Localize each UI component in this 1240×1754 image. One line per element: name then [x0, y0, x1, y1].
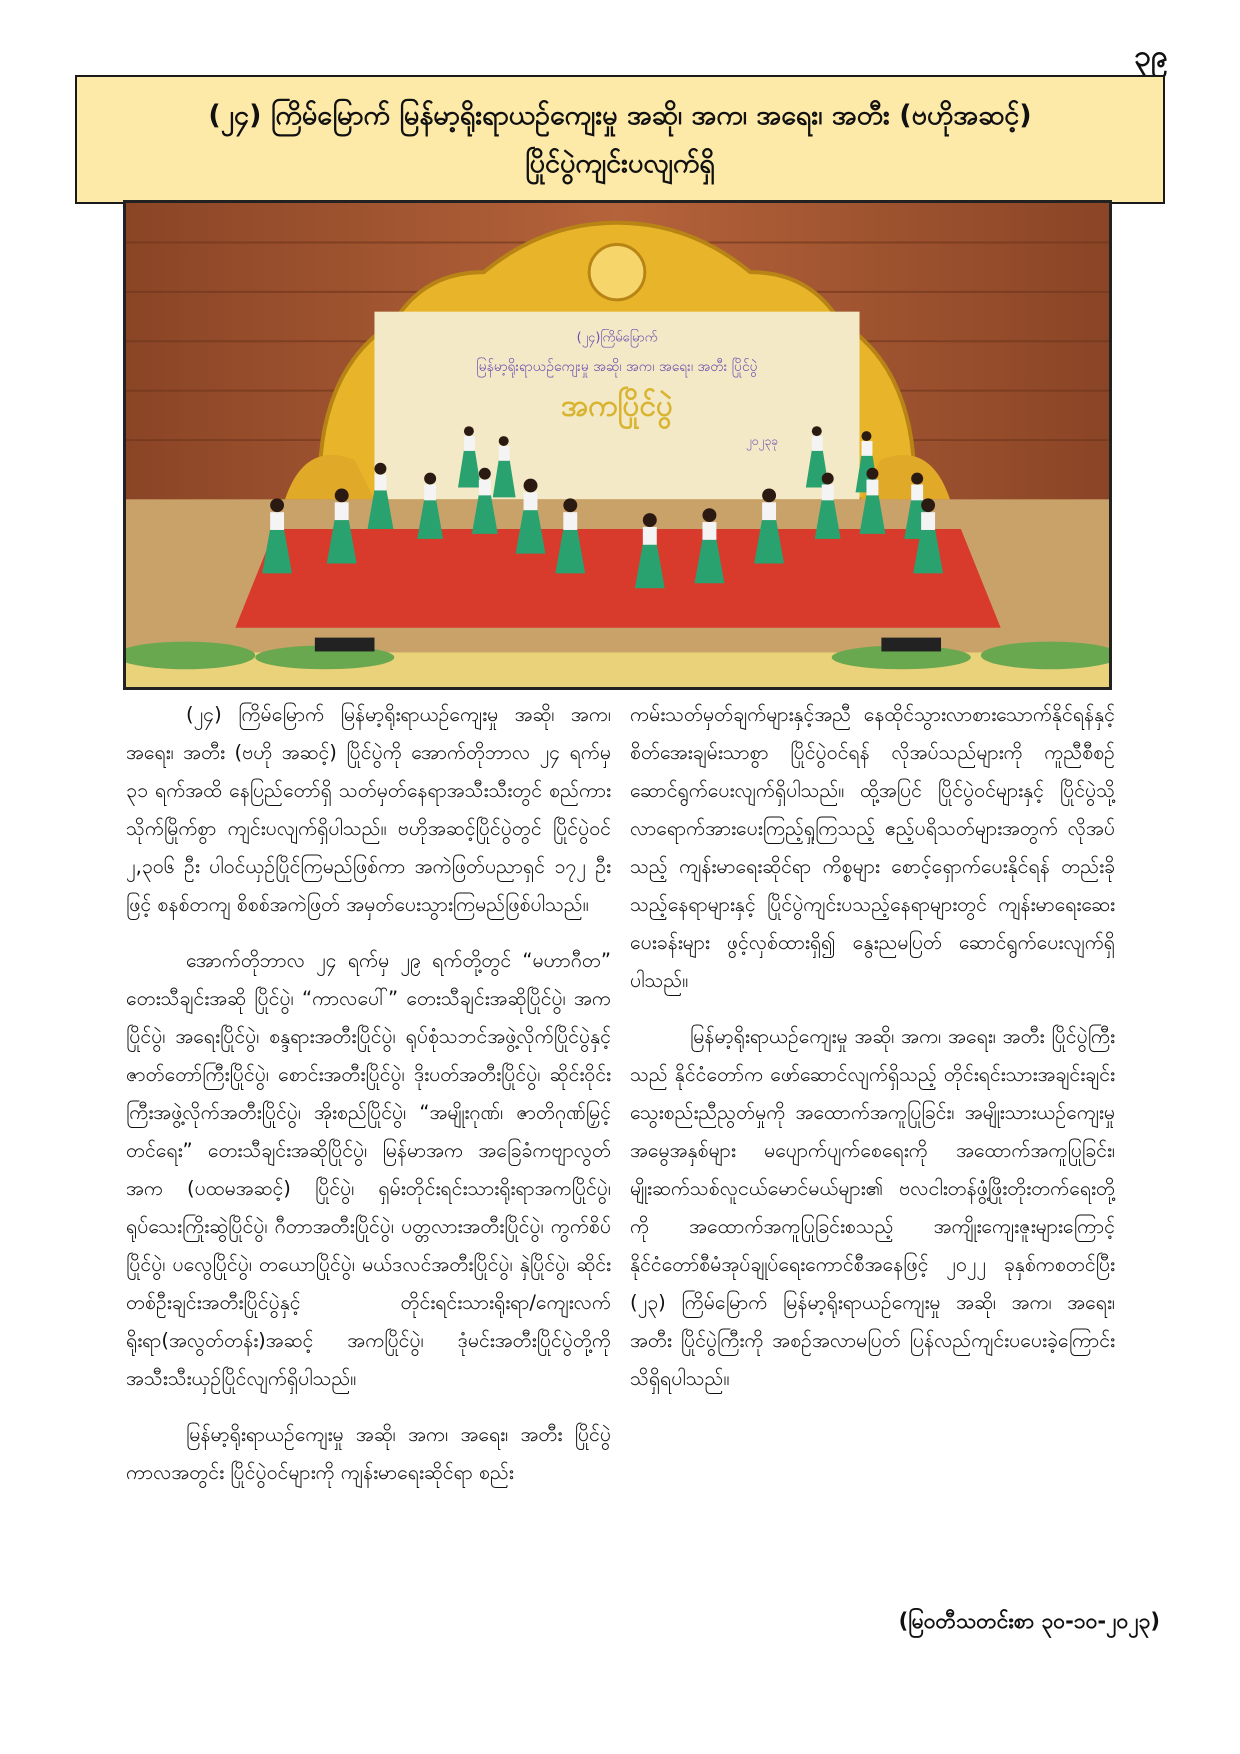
news-source: (မြဝတီသတင်းစာ ၃၀-၁၀-၂၀၂၃) — [898, 1609, 1160, 1633]
article-right-column — [630, 696, 1115, 1416]
ornament-medallion — [589, 244, 645, 299]
article-left-column — [126, 696, 611, 1510]
banner-text-3: အကပြိုင်ပွဲ — [560, 388, 674, 424]
paragraph: ကမ်းသတ်မှတ်ချက်များနှင့်အညီ နေထိုင်သွားလာစားသောက်နိုင်ရန်နှင့် စိတ်အေးချမ်းသာစွာ ပြိုင်ပွဲဝင်ရန် လိုအပ်သည်များကို ကူညီစီစဉ်ဆောင်ရွက်ပေးလျက်ရှိပါသည်။ ထို့အပြင် ပြိုင်ပွဲဝင်များနှင့် ပြိုင်ပွဲသို့ လာရောက်အားပေးကြည့်ရှုကြသည့် ဧည့်ပရိသတ်များအတွက် လိုအပ်သည့် ကျန်းမာရေးဆိုင်ရာ ကိစ္စများ စောင့်ရှောက်ပေးနိုင်ရန် တည်းခိုသည့်နေရာများနှင့် ပြိုင်ပွဲကျင်းပသည့်နေရာများတွင် ကျန်းမာရေးဆေးပေးခန်းများ ဖွင့်လှစ်ထားရှိ၍ နွေးညမပြတ် ဆောင်ရွက်ပေးလျက်ရှိပါသည်။ — [630, 703, 1115, 992]
stage-speaker-right — [881, 638, 941, 652]
banner-text-2: မြန်မာ့ရိုးရာယဉ်ကျေးမှု အဆို၊ အက၊ အရေး၊ အတီး ပြိုင်ပွဲ — [476, 358, 758, 375]
paragraph: (၂၄) ကြိမ်မြောက် မြန်မာ့ရိုးရာယဉ်ကျေးမှု အဆို၊ အက၊ အရေး၊ အတီး (ဗဟို အဆင့်) ပြိုင်ပွဲကို အောက်တိုဘာလ ၂၄ ရက်မှ ၃၁ ရက်အထိ နေပြည်တော်ရှိ သတ်မှတ်နေရာအသီးသီးတွင် စည်ကားသိုက်မြိုက်စွာ ကျင်းပလျက်ရှိပါသည်။ ဗဟိုအဆင့်ပြိုင်ပွဲတွင် ပြိုင်ပွဲဝင် ၂,၃၀၆ ဦး ပါဝင်ယှဉ်ပြိုင်ကြမည်ဖြစ်ကာ အကဲဖြတ်ပညာရှင် ၁၇၂ ဦးဖြင့် စနစ်တကျ စိစစ်အကဲဖြတ် အမှတ်ပေးသွားကြမည်ဖြစ်ပါသည်။ — [126, 703, 611, 916]
stage-illustration — [126, 203, 1109, 687]
paragraph: အောက်တိုဘာလ ၂၄ ရက်မှ ၂၉ ရက်တို့တွင် “မဟာဂီတ” တေးသီချင်းအဆို ပြိုင်ပွဲ၊ “ကာလပေါ်” တေးသီချင်းအဆိုပြိုင်ပွဲ၊ အကပြိုင်ပွဲ၊ အရေးပြိုင်ပွဲ၊ စန္ဒရားအတီးပြိုင်ပွဲ၊ ရုပ်စုံသဘင်အဖွဲ့လိုက်ပြိုင်ပွဲနှင့် ဇာတ်တော်ကြီးပြိုင်ပွဲ၊ စောင်းအတီးပြိုင်ပွဲ၊ ဒိုးပတ်အတီးပြိုင်ပွဲ၊ ဆိုင်းဝိုင်းကြီးအဖွဲ့လိုက်အတီးပြိုင်ပွဲ၊ အိုးစည်ပြိုင်ပွဲ၊ “အမျိုးဂုဏ်၊ ဇာတိဂုဏ်မြှင့်တင်ရေး” တေးသီချင်းအဆိုပြိုင်ပွဲ၊ မြန်မာအက အခြေခံကဗျာလွတ်အက (ပထမအဆင့်) ပြိုင်ပွဲ၊ ရှမ်းတိုင်းရင်းသားရိုးရာအကပြိုင်ပွဲ၊ ရုပ်သေးကြိုးဆွဲပြိုင်ပွဲ၊ ဂီတာအတီးပြိုင်ပွဲ၊ ပတ္တလားအတီးပြိုင်ပွဲ၊ ကွက်စိပ်ပြိုင်ပွဲ၊ ပလွေပြိုင်ပွဲ၊ တယောပြိုင်ပွဲ၊ မယ်ဒလင်အတီးပြိုင်ပွဲ၊ နှဲပြိုင်ပွဲ၊ ဆိုင်းတစ်ဦးချင်းအတီးပြိုင်ပွဲနှင့် တိုင်းရင်းသားရိုးရာ/ကျေးလက်ရိုးရာ(အလွတ်တန်း)အဆင့် အကပြိုင်ပွဲ၊ ဒုံမင်းအတီးပြိုင်ပွဲတို့ကို အသီးသီးယှဉ်ပြိုင်လျက်ရှိပါသည်။ — [126, 949, 611, 1390]
event-photo — [123, 200, 1112, 690]
paragraph: မြန်မာ့ရိုးရာယဉ်ကျေးမှု အဆို၊ အက၊ အရေး၊ အတီး ပြိုင်ပွဲကြီးသည် နိုင်ငံတော်က ဖော်ဆောင်လျက်ရှိသည့် တိုင်းရင်းသားအချင်းချင်း သွေးစည်းညီညွတ်မှုကို အထောက်အကူပြုခြင်း၊ အမျိုးသားယဉ်ကျေးမှုအမွေအနှစ်များ မပျောက်ပျက်စေရေးကို အထောက်အကူပြုခြင်း၊ မျိုးဆက်သစ်လူငယ်မောင်မယ်များ၏ ဗလငါးတန်ဖွံ့ဖြိုးတိုးတက်ရေးတို့ကို အထောက်အကူပြုခြင်းစသည့် အကျိုးကျေးဇူးများကြောင့် နိုင်ငံတော်စီမံအုပ်ချုပ်ရေးကောင်စီအနေဖြင့် ၂၀၂၂ ခုနှစ်ကစတင်ပြီး (၂၃) ကြိမ်မြောက် မြန်မာ့ရိုးရာယဉ်ကျေးမှု အဆို၊ အက၊ အရေး၊ အတီး ပြိုင်ပွဲကြီးကို အစဉ်အလာမပြတ် ပြန်လည်ကျင်းပပေးခဲ့ကြောင်း သိရှိရပါသည်။ — [630, 1025, 1115, 1390]
banner-text-1: (၂၄)ကြိမ်မြောက် — [576, 330, 658, 346]
stage-speaker-left — [315, 638, 375, 652]
article-title-line-2: ပြိုင်ပွဲကျင်းပလျက်ရှိ — [525, 147, 715, 179]
paragraph: မြန်မာ့ရိုးရာယဉ်ကျေးမှု အဆို၊ အက၊ အရေး၊ အတီး ပြိုင်ပွဲကာလအတွင်း ပြိုင်ပွဲဝင်များကို ကျန်းမာရေးဆိုင်ရာ စည်း — [126, 1423, 611, 1484]
page-number: ၃၉ — [1134, 39, 1168, 74]
banner-date: ၂၀၂၃ခု — [746, 434, 779, 448]
article-title-line-1: (၂၄) ကြိမ်မြောက် မြန်မာ့ရိုးရာယဉ်ကျေးမှု အဆို၊ အက၊ အရေး၊ အတီး (ဗဟိုအဆင့်) — [208, 99, 1032, 131]
article-title-box — [75, 75, 1165, 204]
